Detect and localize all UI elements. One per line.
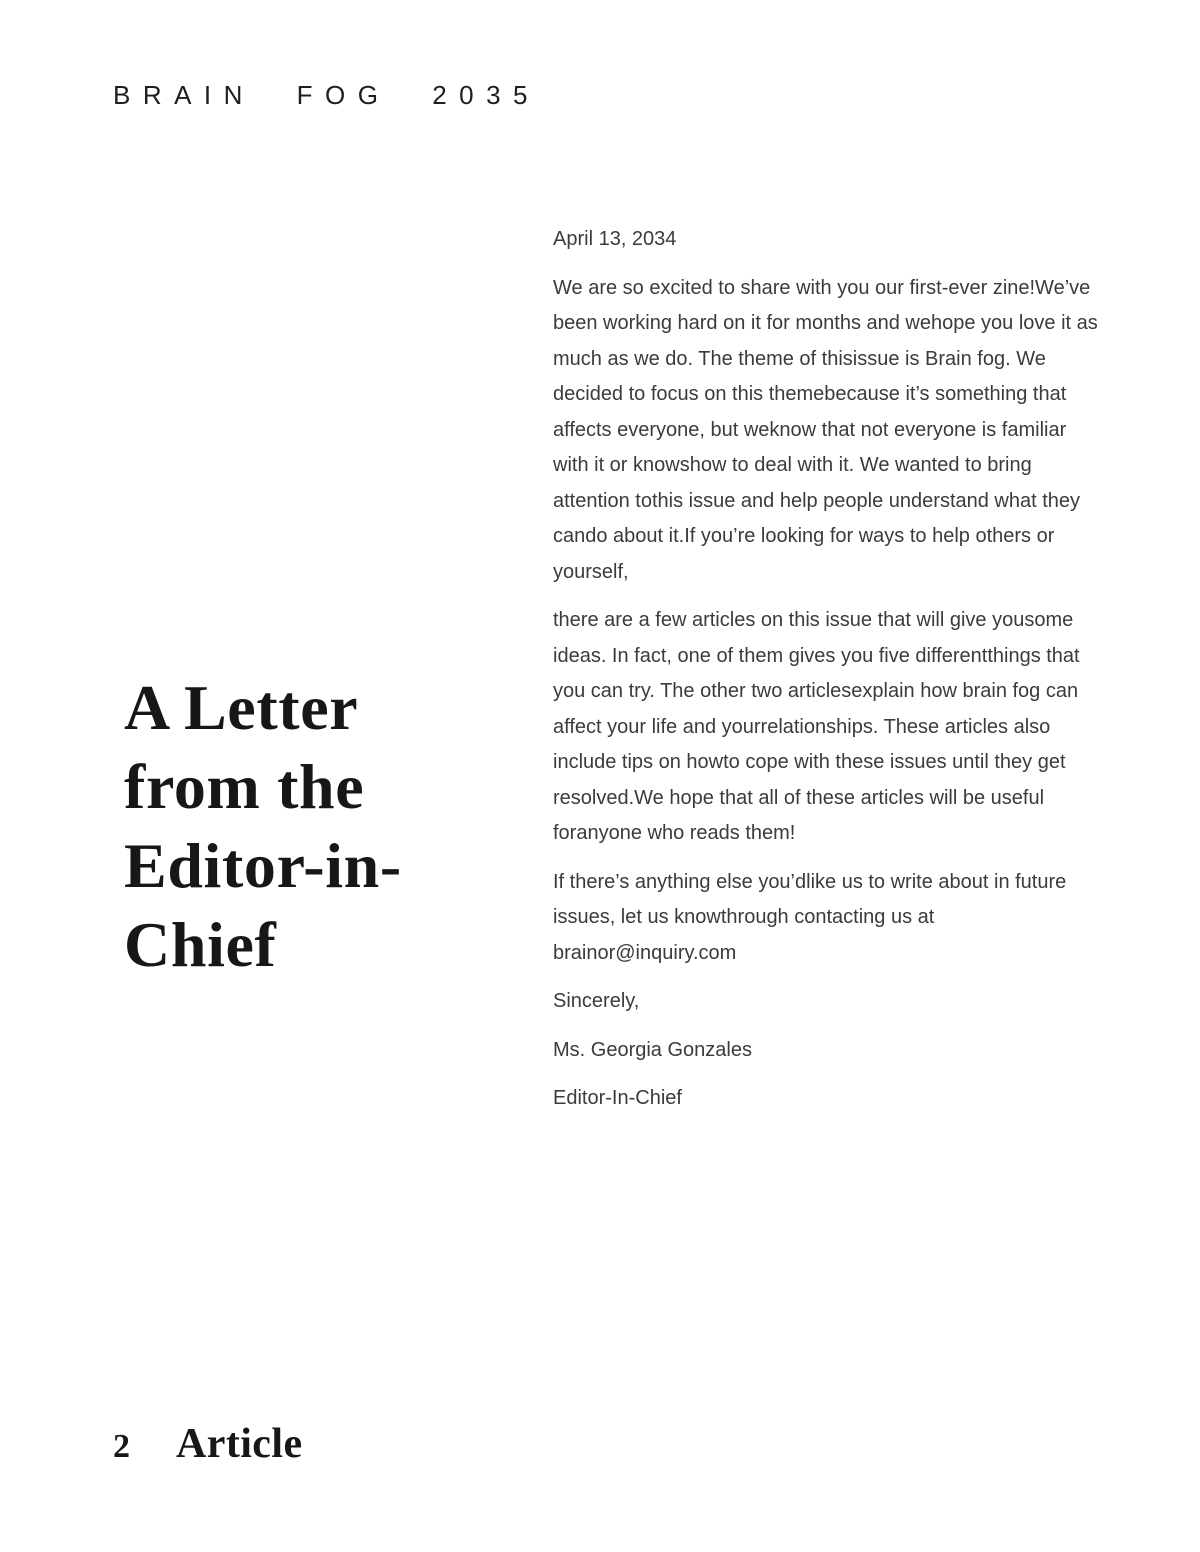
- letter-paragraph-3: If there’s anything else you’dlike us to write about in future issues, let us knowthrough contacting us at brainor@inquiry.com: [553, 870, 1067, 964]
- footer-label: Article: [176, 1421, 303, 1467]
- letter-paragraph-1: We are so excited to share with you our first-ever zine!We’ve been working hard on it for months and wehope you love it as much as we do. The theme of thisissue is Brain fog. We decided to focus on this themebecause it’s something that affects everyone, but weknow that not everyone is familiar with it or knowshow to deal with it. We wanted to bring attention tothis issue and help people understand what they cando about it.If you’re looking for ways to help others or yourself,: [553, 276, 1098, 583]
- masthead: [113, 80, 540, 111]
- page-footer: [113, 1420, 303, 1468]
- letter-body: [553, 222, 1098, 1130]
- letter-signature: Ms. Georgia Gonzales: [553, 1038, 752, 1061]
- letter-date: April 13, 2034: [553, 228, 677, 250]
- letter-signoff: Sincerely,: [553, 990, 640, 1012]
- letter-role: Editor-In-Chief: [553, 1087, 682, 1109]
- masthead-title: BRAIN FOG 2035: [113, 80, 540, 110]
- letter-paragraph-2: there are a few articles on this issue that will give yousome ideas. In fact, one of them gives you five differentthings that you can try. The other two articlesexplain how brain fog can affect your life and yourrelationships. These articles also include tips on howto cope with these issues until they get resolved.We hope that all of these articles will be useful foranyone who reads them!: [553, 609, 1080, 844]
- page-title: A Letter from the Editor-in-Chief: [124, 672, 402, 980]
- page-number: 2: [113, 1428, 130, 1465]
